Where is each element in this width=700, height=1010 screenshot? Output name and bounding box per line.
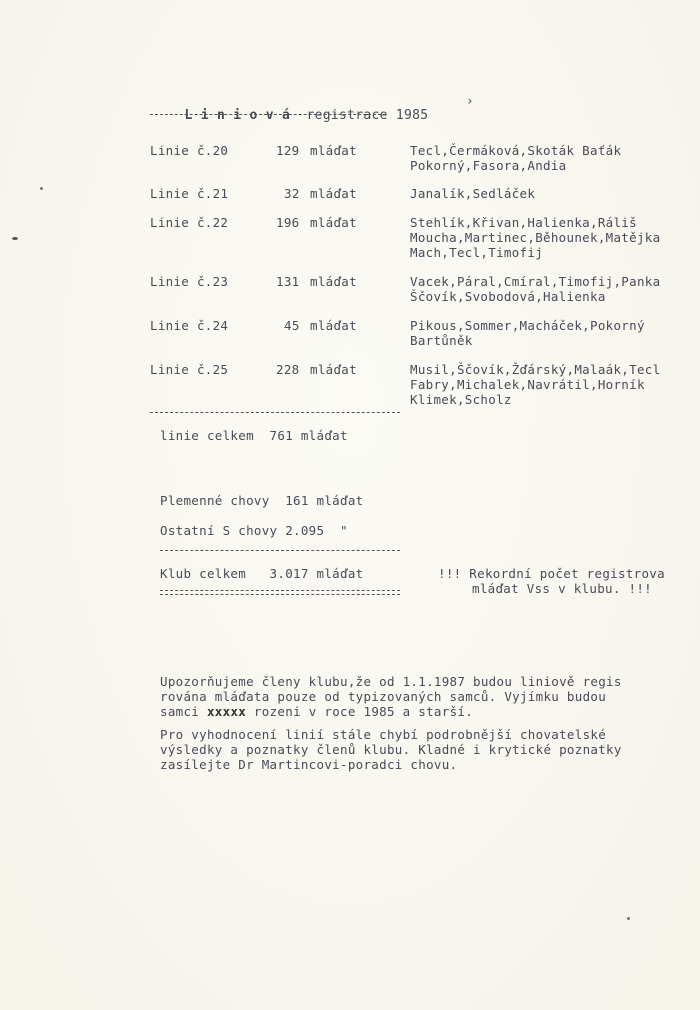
paper-speck [627, 917, 630, 920]
line-count: 32 [284, 186, 300, 201]
club-total: Klub celkem 3.017 mláďat [160, 566, 364, 581]
line-label: Linie č.20 [150, 143, 229, 158]
title-rest: registrace 1985 [306, 108, 429, 123]
line-breeders: Klimek,Scholz [410, 392, 512, 407]
double-underline [160, 590, 400, 595]
record-note: mláďat Vss v klubu. !!! [472, 581, 652, 596]
line-label: Linie č.22 [150, 215, 229, 230]
line-label: Linie č.21 [150, 186, 229, 201]
line-count: 228 [276, 362, 300, 377]
notice-text: samci [160, 704, 207, 719]
line-count: 131 [276, 274, 300, 289]
line-breeders: Ščovík,Svobodová,Halienka [410, 289, 606, 304]
title-underline [150, 114, 386, 115]
notice-paragraph: rována mláďata pouze od typizovaných samců. Vyjímku budou [160, 689, 607, 704]
line-breeders: Moucha,Martinec,Běhounek,Matějka [410, 230, 661, 245]
advice-paragraph: výsledky a poznatky členů klubu. Kladné i krytické poznatky [160, 742, 622, 757]
line-breeders: Stehlík,Křivan,Halienka,Ráliš [410, 215, 637, 230]
ostatni-chovy: Ostatní S chovy 2.095 " [160, 523, 348, 538]
advice-paragraph: Pro vyhodnocení linií stále chybí podrobnější chovatelské [160, 727, 607, 742]
paper-speck [12, 237, 18, 240]
notice-paragraph: Upozorňujeme členy klubu,že od 1.1.1987 budou liniově regis [160, 674, 622, 689]
title-spaced: L i n i o v á [184, 108, 291, 123]
line-breeders: Janalík,Sedláček [410, 186, 536, 201]
line-label: Linie č.23 [150, 274, 229, 289]
advice-paragraph: zasílejte Dr Martincovi-poradci chovu. [160, 757, 458, 772]
line-count: 196 [276, 215, 300, 230]
record-note: !!! Rekordní počet registrova [438, 566, 665, 581]
line-breeders: Pikous,Sommer,Macháček,Pokorný [410, 318, 645, 333]
line-unit: mláďat [310, 215, 357, 230]
line-label: Linie č.24 [150, 318, 229, 333]
plemenne-chovy: Plemenné chovy 161 mláďat [160, 493, 364, 508]
line-breeders: Pokorný,Fasora,Andia [410, 158, 567, 173]
line-breeders: Vacek,Páral,Cmíral,Timofij,Panka [410, 274, 661, 289]
notice-text: rozeni v roce 1985 a starší. [246, 704, 474, 719]
line-breeders: Musil,Ščovík,Žďárský,Malaák,Tecl [410, 362, 661, 377]
separator-line [160, 550, 400, 551]
line-breeders: Mach,Tecl,Timofij [410, 245, 544, 260]
line-unit: mláďat [310, 143, 357, 158]
line-unit: mláďat [310, 318, 357, 333]
line-count: 129 [276, 143, 300, 158]
line-count: 45 [284, 318, 300, 333]
lines-total: linie celkem 761 mláďat [160, 428, 348, 443]
title-mark: › [466, 93, 474, 108]
struck-out-text: xxxxx [206, 704, 247, 719]
line-breeders: Fabry,Michalek,Navrátil,Horník [410, 377, 645, 392]
line-breeders: Tecl,Čermáková,Skoták Baťák [410, 143, 622, 158]
separator-line [150, 412, 400, 413]
line-unit: mláďat [310, 274, 357, 289]
line-unit: mláďat [310, 362, 357, 377]
paper-speck [40, 187, 43, 190]
document-title [152, 93, 428, 138]
line-breeders: Bartůněk [410, 333, 473, 348]
line-unit: mláďat [310, 186, 357, 201]
notice-paragraph [160, 704, 473, 719]
line-label: Linie č.25 [150, 362, 229, 377]
